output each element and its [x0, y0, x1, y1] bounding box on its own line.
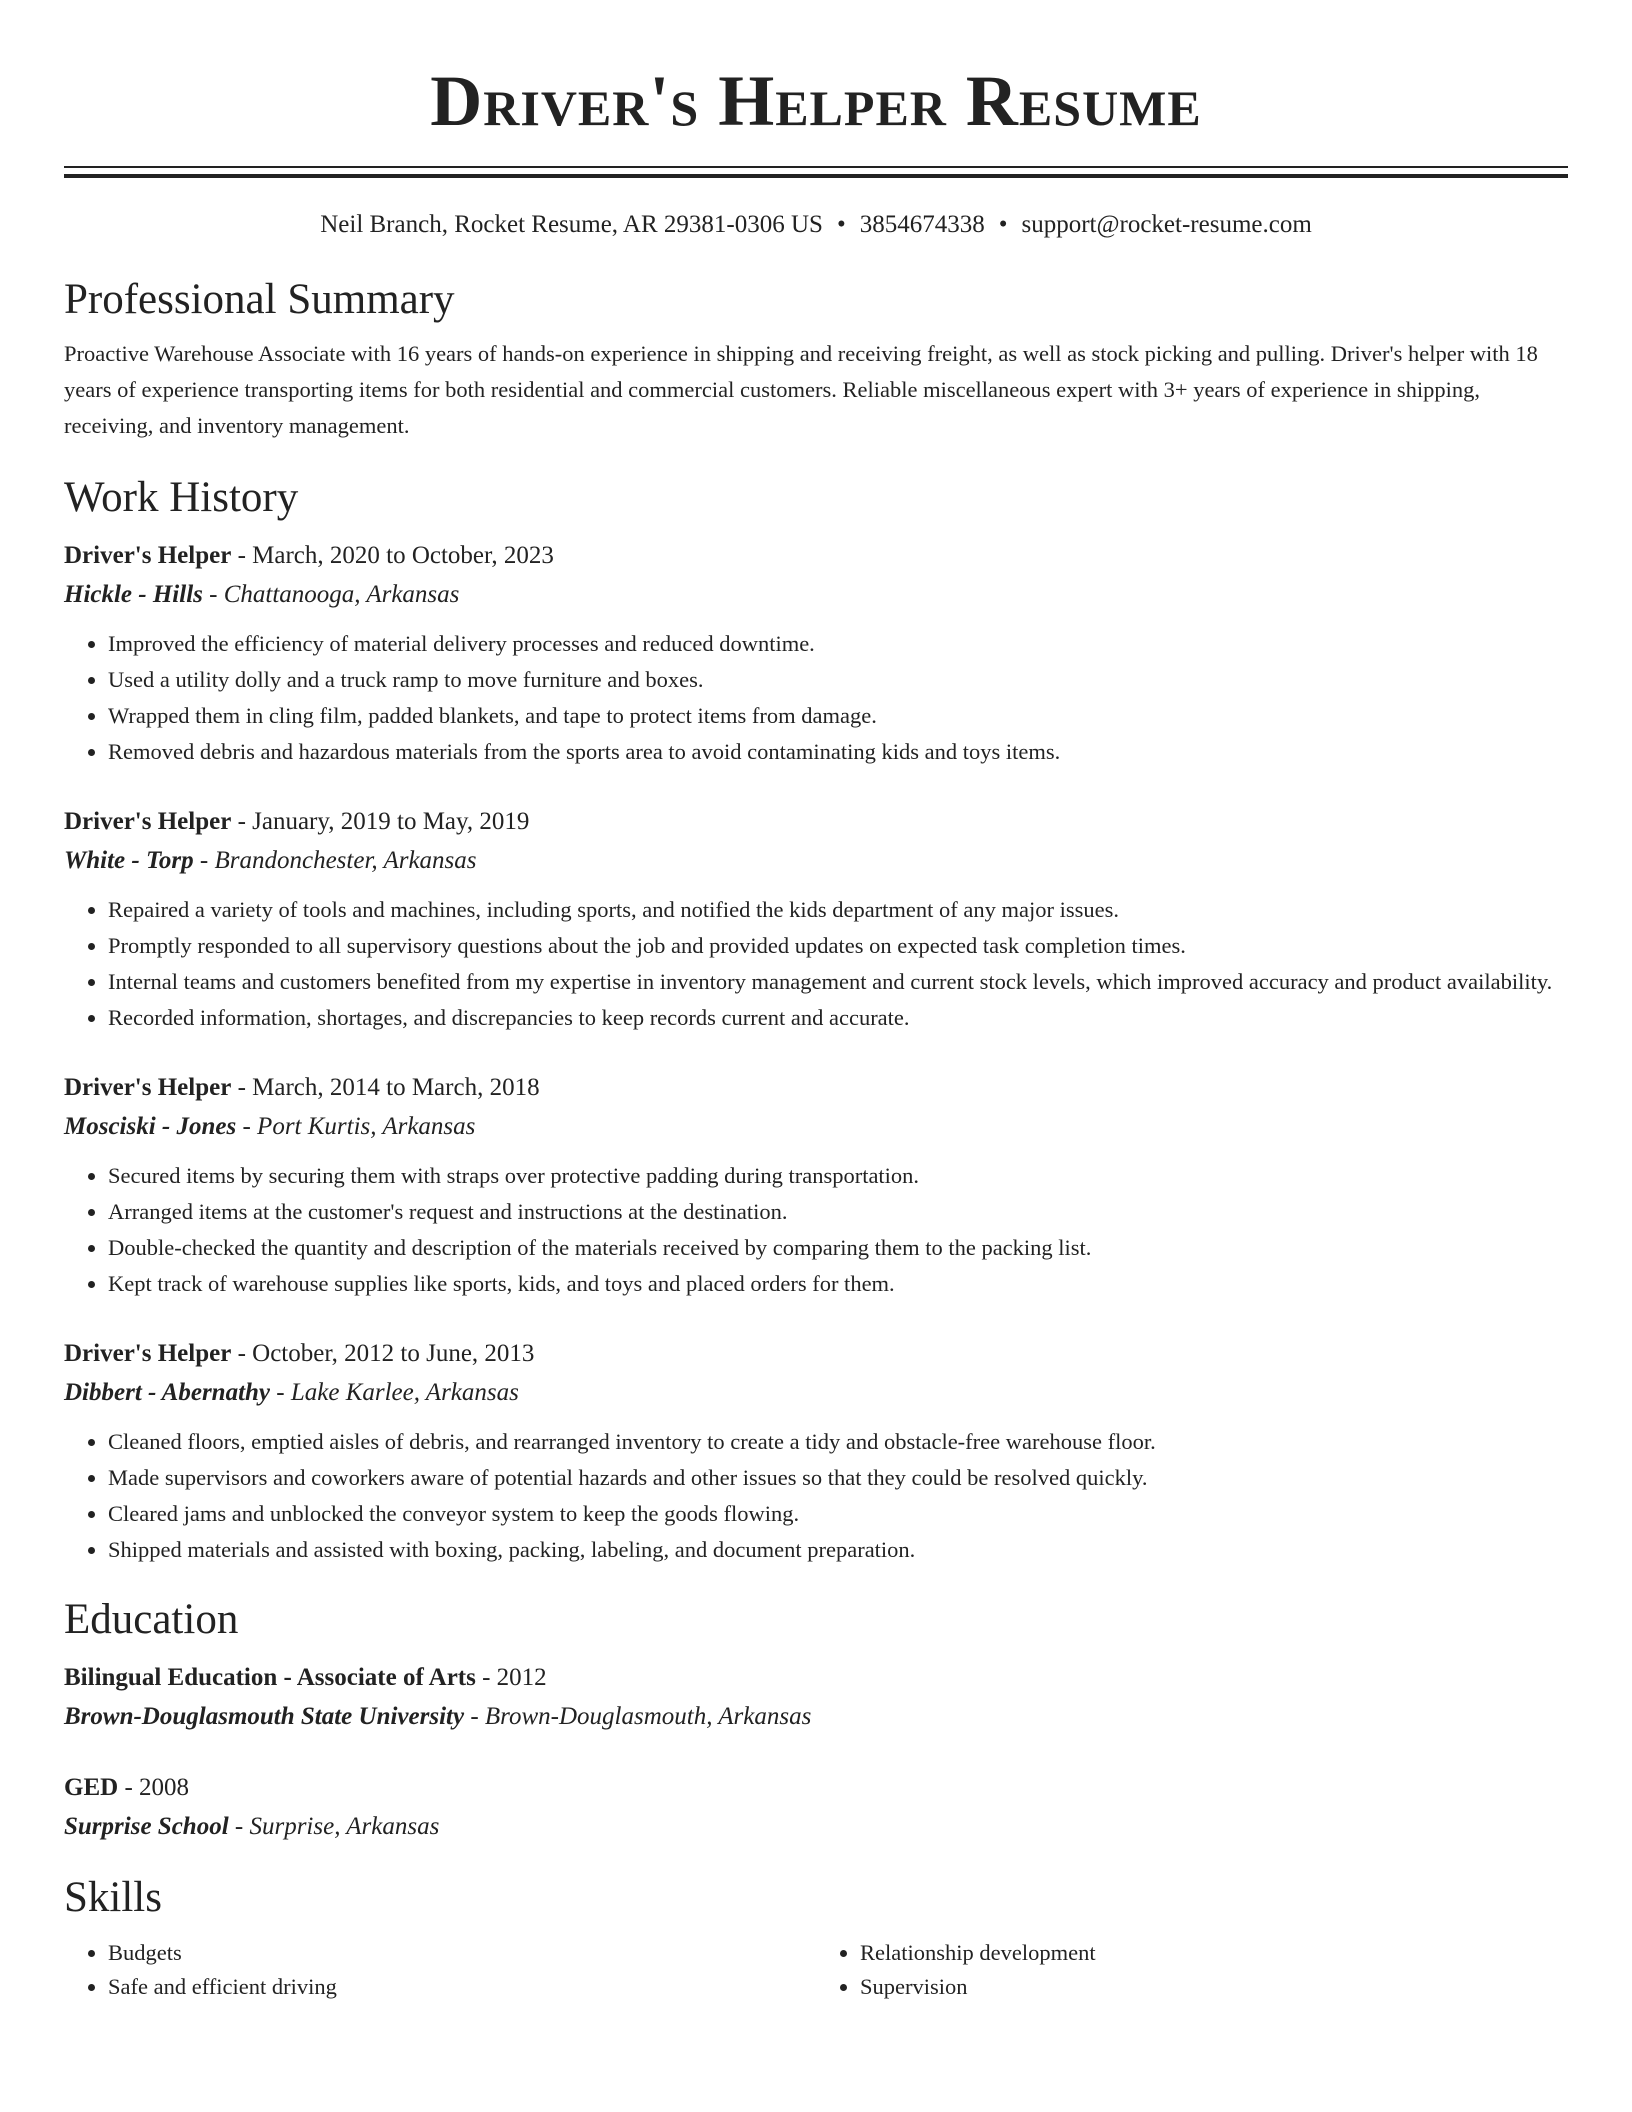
contact-email: support@rocket-resume.com	[1021, 211, 1312, 238]
job-dates: - March, 2014 to March, 2018	[231, 1074, 540, 1101]
education-location: - Brown-Douglasmouth, Arkansas	[464, 1703, 812, 1730]
job-location: - Port Kurtis, Arkansas	[236, 1113, 476, 1140]
education-year: - 2012	[475, 1664, 547, 1691]
job-entry	[64, 1068, 1568, 1302]
job-title: Driver's Helper	[64, 542, 232, 569]
list-item: • Cleared jams and unblocked the conveyor system to keep the goods flowing.	[108, 1496, 1568, 1532]
education-school: Brown-Douglasmouth State University	[64, 1703, 465, 1730]
education-location: - Surprise, Arkansas	[228, 1813, 440, 1840]
education-header	[64, 1658, 1568, 1698]
education-entry	[64, 1768, 1568, 1846]
job-company: Hickle - Hills	[64, 581, 203, 608]
job-duties-list	[64, 626, 1568, 770]
resume-title: Driver's Helper Resume	[430, 61, 1202, 141]
job-entry	[64, 1334, 1568, 1568]
job-employer	[64, 1108, 1568, 1146]
skills-columns	[64, 1936, 1568, 2004]
list-item: • Made supervisors and coworkers aware of potential hazards and other issues so that they could be resolved quickly.	[108, 1460, 1568, 1496]
education-degree: GED	[64, 1774, 119, 1801]
list-item: • Repaired a variety of tools and machines, including sports, and notified the kids department of any major issues.	[108, 892, 1568, 928]
section-heading-skills: Skills	[64, 1874, 162, 1921]
title-divider	[64, 166, 1568, 178]
job-location: - Brandonchester, Arkansas	[193, 847, 477, 874]
job-header	[64, 802, 1568, 842]
education-school-line	[64, 1808, 1568, 1846]
job-duties-list	[64, 1424, 1568, 1568]
job-header	[64, 1334, 1568, 1374]
list-item: • Recorded information, shortages, and discrepancies to keep records current and accurate.	[108, 1000, 1568, 1036]
section-heading-work-history: Work History	[64, 474, 299, 521]
job-entry	[64, 802, 1568, 1036]
education-year: - 2008	[118, 1774, 190, 1801]
work-history-section	[64, 468, 1568, 1568]
contact-separator: •	[998, 211, 1008, 238]
list-item: • Shipped materials and assisted with boxing, packing, labeling, and document preparation.	[108, 1532, 1568, 1568]
list-item: • Double-checked the quantity and description of the materials received by comparing them to the packing list.	[108, 1230, 1568, 1266]
job-header	[64, 536, 1568, 576]
job-dates: - January, 2019 to May, 2019	[231, 808, 530, 835]
list-item: • Kept track of warehouse supplies like sports, kids, and toys and placed orders for them.	[108, 1266, 1568, 1302]
contact-line	[64, 208, 1568, 242]
skill-item: • Safe and efficient driving	[108, 1970, 816, 2004]
job-title: Driver's Helper	[64, 808, 232, 835]
education-degree: Bilingual Education - Associate of Arts	[64, 1664, 476, 1691]
job-duties-list	[64, 1158, 1568, 1302]
job-employer	[64, 842, 1568, 880]
skill-item: • Supervision	[860, 1970, 1568, 2004]
job-title: Driver's Helper	[64, 1074, 232, 1101]
list-item: • Cleaned floors, emptied aisles of debris, and rearranged inventory to create a tidy and obstacle-free warehouse floor.	[108, 1424, 1568, 1460]
skills-list-right	[816, 1936, 1568, 2004]
job-company: Mosciski - Jones	[64, 1113, 237, 1140]
job-title: Driver's Helper	[64, 1340, 232, 1367]
job-company: White - Torp	[64, 847, 194, 874]
contact-separator: •	[836, 211, 846, 238]
education-header	[64, 1768, 1568, 1808]
list-item: • Internal teams and customers benefited from my expertise in inventory management and current stock levels, which improved accuracy and product availability.	[108, 964, 1568, 1000]
list-item: • Removed debris and hazardous materials from the sports area to avoid contaminating kids and toys items.	[108, 734, 1568, 770]
education-school-line	[64, 1698, 1568, 1736]
skills-list-left	[64, 1936, 816, 2004]
job-location: - Lake Karlee, Arkansas	[270, 1379, 519, 1406]
job-employer	[64, 1374, 1568, 1412]
professional-summary-section	[64, 270, 1568, 444]
list-item: • Secured items by securing them with straps over protective padding during transportation.	[108, 1158, 1568, 1194]
list-item: • Arranged items at the customer's request and instructions at the destination.	[108, 1194, 1568, 1230]
skill-item: • Budgets	[108, 1936, 816, 1970]
job-duties-list	[64, 892, 1568, 1036]
job-dates: - October, 2012 to June, 2013	[231, 1340, 535, 1367]
job-employer	[64, 576, 1568, 614]
job-entry	[64, 536, 1568, 770]
education-section	[64, 1590, 1568, 1846]
list-item: • Improved the efficiency of material delivery processes and reduced downtime.	[108, 626, 1568, 662]
summary-text: Proactive Warehouse Associate with 16 years of hands-on experience in shipping and receiving freight, as well as stock picking and pulling. Driver's helper with 18 years of experience transporting items for both residential and commercial customers. Reliable miscellaneous expert with 3+ years of experience in shipping, receiving, and inventory management.	[64, 341, 1538, 438]
skill-item: • Relationship development	[860, 1936, 1568, 1970]
section-heading-education: Education	[64, 1596, 239, 1643]
list-item: • Wrapped them in cling film, padded blankets, and tape to protect items from damage.	[108, 698, 1568, 734]
education-school: Surprise School	[64, 1813, 229, 1840]
contact-address: Neil Branch, Rocket Resume, AR 29381-0306 US	[320, 211, 823, 238]
skills-section	[64, 1868, 1568, 2004]
contact-phone: 3854674338	[859, 211, 985, 238]
education-entry	[64, 1658, 1568, 1736]
job-location: - Chattanooga, Arkansas	[202, 581, 460, 608]
list-item: • Used a utility dolly and a truck ramp to move furniture and boxes.	[108, 662, 1568, 698]
job-header	[64, 1068, 1568, 1108]
section-heading-summary: Professional Summary	[64, 276, 455, 323]
list-item: • Promptly responded to all supervisory questions about the job and provided updates on expected task completion times.	[108, 928, 1568, 964]
job-dates: - March, 2020 to October, 2023	[231, 542, 554, 569]
job-company: Dibbert - Abernathy	[64, 1379, 271, 1406]
